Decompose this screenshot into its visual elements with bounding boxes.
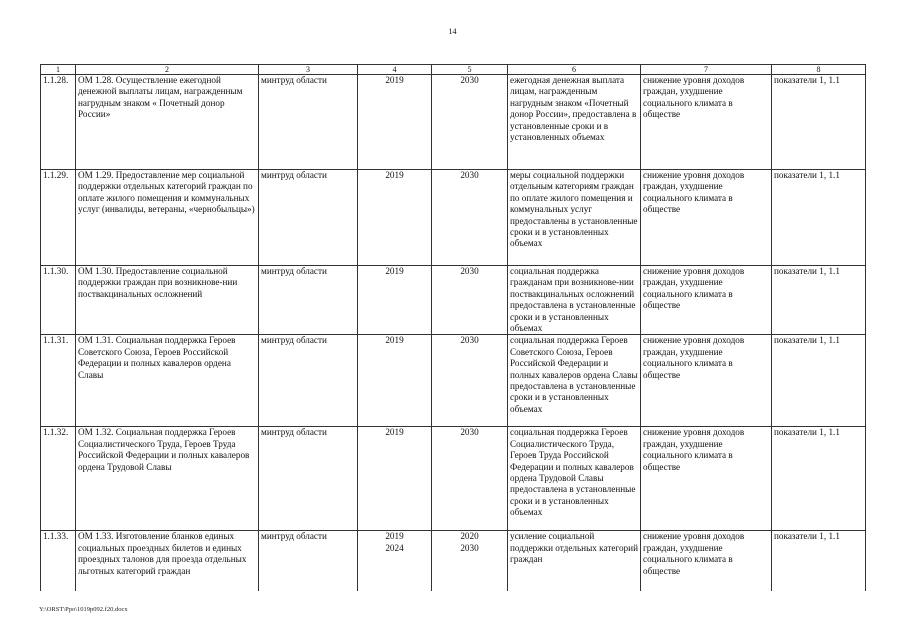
header-col-4: 4	[358, 65, 432, 75]
indicators: показатели 1, 1.1	[772, 531, 866, 592]
table-row	[41, 266, 866, 335]
table-row	[41, 531, 866, 592]
measure-name: ОМ 1.33. Изготовление бланков единых социальных проездных билетов и единых проездных талонов для проезда отдельных льготных категорий граждан	[76, 531, 259, 592]
expected-result: социальная поддержка Героев Советского Союза, Героев Российской Федерации и полных кавалеров ордена Славы предоставлена в установленные сроки и в установленных объемах	[508, 335, 641, 427]
file-path-footer: Y:\ORST\Ppo\1019p092.f20.docx	[39, 606, 128, 613]
expected-result: усиление социальной поддержки отдельных категорий граждан	[508, 531, 641, 592]
header-col-5: 5	[432, 65, 508, 75]
table-row	[41, 335, 866, 427]
end-years	[432, 531, 508, 592]
risk-consequence: снижение уровня доходов граждан, ухудшение социального климата в обществе	[641, 75, 772, 170]
row-number: 1.1.30.	[41, 266, 76, 335]
row-number: 1.1.32.	[41, 427, 76, 531]
page-number: 14	[448, 27, 457, 36]
risk-consequence: снижение уровня доходов граждан, ухудшение социального климата в обществе	[641, 427, 772, 531]
executor: минтруд области	[259, 75, 358, 170]
risk-consequence: снижение уровня доходов граждан, ухудшение социального климата в обществе	[641, 266, 772, 335]
executor: минтруд области	[259, 335, 358, 427]
start-year: 2019	[358, 427, 432, 531]
measure-name: ОМ 1.30. Предоставление социальной поддержки граждан при возникнове-нии поствакцинальных осложнений	[76, 266, 259, 335]
expected-result: ежегодная денежная выплата лицам, награжденным нагрудным знаком «Почетный донор России», предоставлена в установленные сроки и в установленных объемах	[508, 75, 641, 170]
measure-name: ОМ 1.31. Социальная поддержка Героев Советского Союза, Героев Российской Федерации и полных кавалеров ордена Славы	[76, 335, 259, 427]
executor: минтруд области	[259, 531, 358, 592]
row-number: 1.1.29.	[41, 170, 76, 266]
indicators: показатели 1, 1.1	[772, 335, 866, 427]
measures-table	[40, 64, 866, 591]
executor: минтруд области	[259, 170, 358, 266]
measure-name: ОМ 1.28. Осуществление ежегодной денежной выплаты лицам, награжденным нагрудным знаком « Почетный донор России»	[76, 75, 259, 170]
end-year: 2030	[432, 335, 508, 427]
start-year: 2019	[358, 75, 432, 170]
table-row	[41, 427, 866, 531]
row-number: 1.1.33.	[41, 531, 76, 592]
risk-consequence: снижение уровня доходов граждан, ухудшение социального климата в обществе	[641, 531, 772, 592]
indicators: показатели 1, 1.1	[772, 170, 866, 266]
header-row	[41, 65, 866, 75]
header-col-6: 6	[508, 65, 641, 75]
header-col-1: 1	[41, 65, 76, 75]
indicators: показатели 1, 1.1	[772, 427, 866, 531]
indicators: показатели 1, 1.1	[772, 266, 866, 335]
risk-consequence: снижение уровня доходов граждан, ухудшение социального климата в обществе	[641, 335, 772, 427]
table-row	[41, 170, 866, 266]
start-years	[358, 531, 432, 592]
start-year-1: 2019	[385, 531, 404, 542]
start-year: 2019	[358, 266, 432, 335]
measure-name: ОМ 1.29. Предоставление мер социальной поддержки отдельных категорий граждан по оплате жилого помещения и коммунальных услуг (инвалиды, ветераны, «чернобыльцы»)	[76, 170, 259, 266]
expected-result: социальная поддержка Героев Социалистического Труда, Героев Труда Российской Федерации и полных кавалеров ордена Трудовой Славы предоставлена в установленные сроки и в установленных объемах	[508, 427, 641, 531]
row-number: 1.1.31.	[41, 335, 76, 427]
measure-name: ОМ 1.32. Социальная поддержка Героев Социалистического Труда, Героев Труда Российской Федерации и полных кавалеров ордена Трудовой Славы	[76, 427, 259, 531]
start-year-2: 2024	[385, 542, 404, 553]
risk-consequence: снижение уровня доходов граждан, ухудшение социального климата в обществе	[641, 170, 772, 266]
start-year: 2019	[358, 335, 432, 427]
expected-result: социальная поддержка гражданам при возникнове-нии поствакцинальных осложнений предоставлена в установленные сроки и в установленных объемах	[508, 266, 641, 335]
start-year: 2019	[358, 170, 432, 266]
end-year: 2030	[432, 266, 508, 335]
header-col-2: 2	[76, 65, 259, 75]
executor: минтруд области	[259, 266, 358, 335]
header-col-8: 8	[772, 65, 866, 75]
indicators: показатели 1, 1.1	[772, 75, 866, 170]
executor: минтруд области	[259, 427, 358, 531]
end-year-1: 2020	[460, 531, 479, 542]
header-col-3: 3	[259, 65, 358, 75]
header-col-7: 7	[641, 65, 772, 75]
end-year-2: 2030	[460, 542, 479, 553]
end-year: 2030	[432, 75, 508, 170]
row-number: 1.1.28.	[41, 75, 76, 170]
end-year: 2030	[432, 427, 508, 531]
end-year: 2030	[432, 170, 508, 266]
table-row	[41, 75, 866, 170]
expected-result: меры социальной поддержки отдельным категориям граждан по оплате жилого помещения и коммунальных услуг предоставлены в установленные сроки и в установленных объемах	[508, 170, 641, 266]
